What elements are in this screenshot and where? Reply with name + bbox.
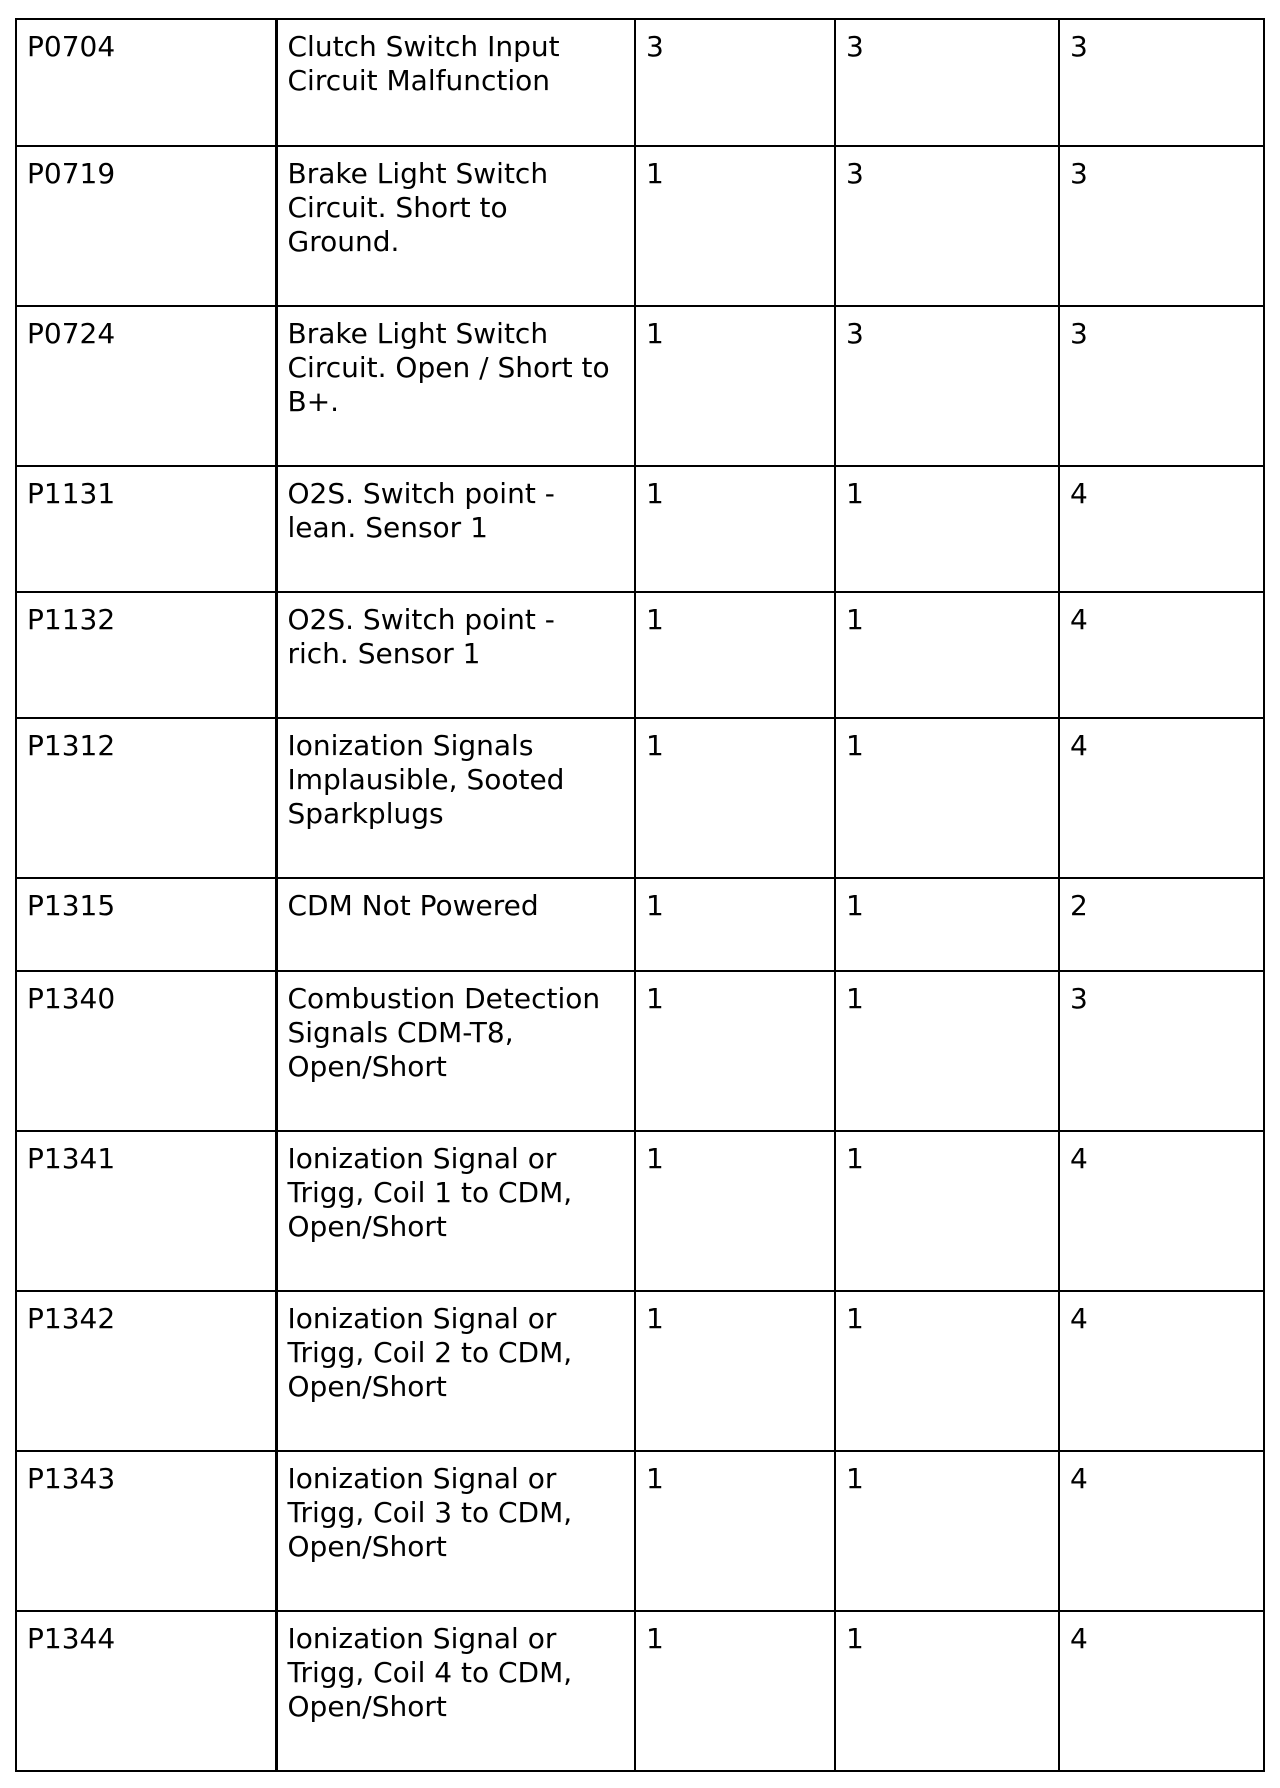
value-cell-col3: 3 [635, 19, 835, 146]
dtc-code-cell: P0704 [16, 19, 276, 146]
dtc-description-cell: Brake Light Switch Circuit. Short to Ground. [276, 146, 635, 306]
dtc-code-cell: P1132 [16, 592, 276, 718]
dtc-description-cell: Ionization Signal or Trigg, Coil 3 to CDM, Open/Short [276, 1451, 635, 1611]
dtc-code-cell: P1342 [16, 1291, 276, 1451]
dtc-description-cell: Ionization Signal or Trigg, Coil 1 to CDM, Open/Short [276, 1131, 635, 1291]
value-cell-col3: 1 [635, 306, 835, 466]
dtc-description-cell: O2S. Switch point - rich. Sensor 1 [276, 592, 635, 718]
value-cell-col4: 1 [835, 971, 1059, 1131]
value-cell-col3: 1 [635, 878, 835, 971]
dtc-code-cell: P1341 [16, 1131, 276, 1291]
value-cell-col5: 4 [1059, 592, 1264, 718]
value-cell-col4: 1 [835, 878, 1059, 971]
dtc-table [15, 18, 1265, 1772]
dtc-description-cell: Brake Light Switch Circuit. Open / Short to B+. [276, 306, 635, 466]
dtc-code-cell: P0724 [16, 306, 276, 466]
value-cell-col4: 1 [835, 466, 1059, 592]
dtc-code-cell: P1340 [16, 971, 276, 1131]
table-row [16, 1611, 1264, 1771]
value-cell-col3: 1 [635, 1291, 835, 1451]
value-cell-col3: 1 [635, 1451, 835, 1611]
value-cell-col3: 1 [635, 1611, 835, 1771]
value-cell-col3: 1 [635, 718, 835, 878]
value-cell-col4: 1 [835, 1451, 1059, 1611]
dtc-description-cell: Ionization Signals Implausible, Sooted Sparkplugs [276, 718, 635, 878]
dtc-code-cell: P1343 [16, 1451, 276, 1611]
table-row [16, 971, 1264, 1131]
table-row [16, 718, 1264, 878]
table-row [16, 306, 1264, 466]
value-cell-col4: 1 [835, 592, 1059, 718]
value-cell-col4: 3 [835, 19, 1059, 146]
table-row [16, 19, 1264, 146]
value-cell-col5: 3 [1059, 971, 1264, 1131]
table-row [16, 466, 1264, 592]
dtc-description-cell: CDM Not Powered [276, 878, 635, 971]
table-row [16, 1451, 1264, 1611]
dtc-description-cell: O2S. Switch point - lean. Sensor 1 [276, 466, 635, 592]
value-cell-col3: 1 [635, 971, 835, 1131]
value-cell-col3: 1 [635, 466, 835, 592]
value-cell-col5: 4 [1059, 1611, 1264, 1771]
dtc-description-cell: Clutch Switch Input Circuit Malfunction [276, 19, 635, 146]
value-cell-col5: 3 [1059, 146, 1264, 306]
value-cell-col3: 1 [635, 146, 835, 306]
table-row [16, 1131, 1264, 1291]
dtc-code-cell: P1344 [16, 1611, 276, 1771]
value-cell-col5: 4 [1059, 1131, 1264, 1291]
value-cell-col5: 2 [1059, 878, 1264, 971]
value-cell-col5: 3 [1059, 306, 1264, 466]
value-cell-col4: 1 [835, 1131, 1059, 1291]
value-cell-col5: 4 [1059, 1451, 1264, 1611]
value-cell-col4: 1 [835, 718, 1059, 878]
value-cell-col5: 4 [1059, 718, 1264, 878]
table-row [16, 146, 1264, 306]
dtc-code-cell: P1315 [16, 878, 276, 971]
dtc-code-cell: P1131 [16, 466, 276, 592]
dtc-description-cell: Ionization Signal or Trigg, Coil 4 to CDM, Open/Short [276, 1611, 635, 1771]
value-cell-col5: 4 [1059, 466, 1264, 592]
dtc-code-cell: P1312 [16, 718, 276, 878]
value-cell-col5: 4 [1059, 1291, 1264, 1451]
value-cell-col4: 3 [835, 146, 1059, 306]
table-row [16, 592, 1264, 718]
value-cell-col5: 3 [1059, 19, 1264, 146]
table-row [16, 878, 1264, 971]
dtc-description-cell: Combustion Detection Signals CDM-T8, Open/Short [276, 971, 635, 1131]
value-cell-col4: 1 [835, 1611, 1059, 1771]
table-row [16, 1291, 1264, 1451]
value-cell-col4: 1 [835, 1291, 1059, 1451]
dtc-code-cell: P0719 [16, 146, 276, 306]
dtc-description-cell: Ionization Signal or Trigg, Coil 2 to CDM, Open/Short [276, 1291, 635, 1451]
value-cell-col3: 1 [635, 1131, 835, 1291]
value-cell-col3: 1 [635, 592, 835, 718]
value-cell-col4: 3 [835, 306, 1059, 466]
